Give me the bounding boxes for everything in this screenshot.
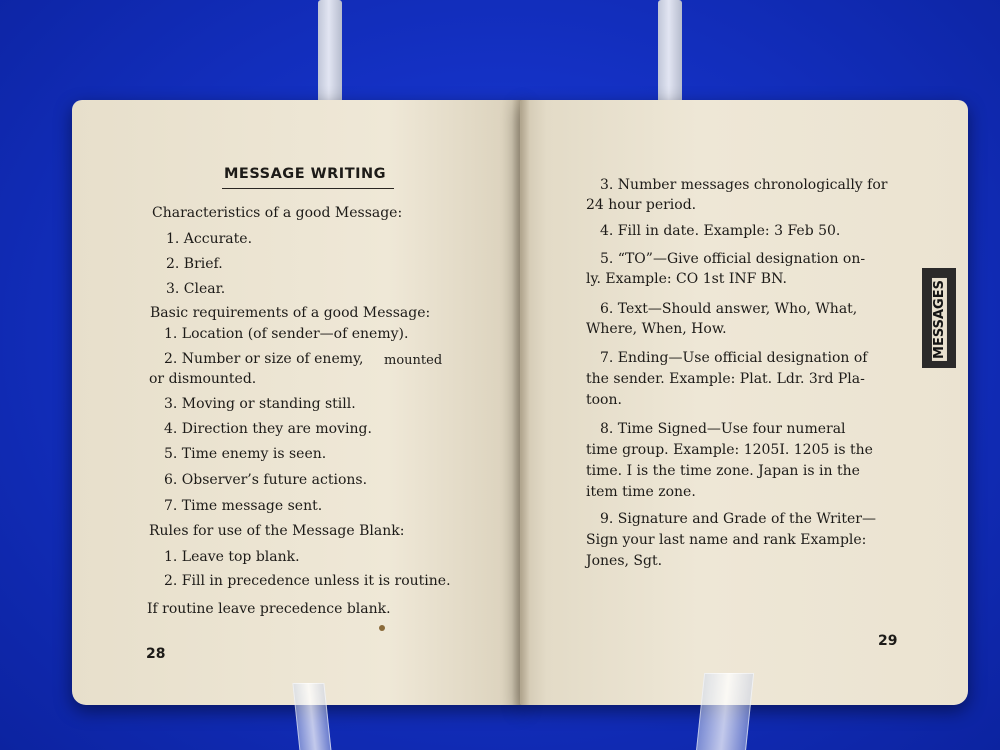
page-title: MESSAGE WRITING — [224, 166, 387, 182]
text-line: item time zone. — [586, 484, 696, 500]
page-number-left: 28 — [146, 646, 166, 662]
text-line: 7. Time message sent. — [164, 498, 323, 514]
text-line: 9. Signature and Grade of the Writer— — [600, 511, 876, 527]
stand-foot-right — [696, 673, 754, 750]
text-line: Jones, Sgt. — [586, 553, 663, 569]
section-tab-label — [927, 276, 951, 362]
text-line: time. I is the time zone. Japan is in the — [586, 463, 860, 479]
text-line: 8. Time Signed—Use four numeral — [600, 421, 846, 437]
text-line: 4. Fill in date. Example: 3 Feb 50. — [600, 223, 841, 239]
text-line: mounted — [384, 353, 443, 368]
open-booklet — [72, 100, 968, 705]
section-tab-text: MESSAGES — [931, 279, 947, 359]
text-line: 4. Direction they are moving. — [164, 421, 372, 437]
book-spine-gutter — [512, 100, 530, 705]
ink-stain — [379, 625, 385, 631]
text-line: 5. “TO”—Give official designation on- — [600, 251, 866, 267]
text-line: 7. Ending—Use official designation of — [600, 350, 868, 366]
text-line: Where, When, How. — [586, 321, 727, 337]
text-line: 2. Fill in precedence unless it is routine. — [164, 573, 451, 589]
text-line: 6. Observer’s future actions. — [164, 472, 368, 488]
text-line: 3. Number messages chronologically for — [600, 177, 888, 193]
text-line: 3. Moving or standing still. — [164, 396, 356, 412]
text-line: 2. Number or size of enemy, — [164, 351, 364, 367]
text-line: 1. Leave top blank. — [164, 549, 300, 565]
text-line: the sender. Example: Plat. Ldr. 3rd Pla- — [586, 371, 865, 387]
title-underline — [222, 188, 394, 189]
text-line: Sign your last name and rank Example: — [586, 532, 867, 548]
page-number-right: 29 — [878, 633, 898, 649]
text-line: 6. Text—Should answer, Who, What, — [600, 301, 858, 317]
text-line: 1. Location (of sender—of enemy). — [164, 326, 409, 342]
right-page — [520, 100, 968, 705]
text-line: 24 hour period. — [586, 197, 697, 213]
text-line: 1. Accurate. — [166, 231, 253, 247]
text-line: 2. Brief. — [166, 256, 223, 272]
text-line: or dismounted. — [149, 371, 257, 387]
text-line: Rules for use of the Message Blank: — [149, 523, 405, 539]
text-line: time group. Example: 1205I. 1205 is the — [586, 442, 873, 458]
text-line: 5. Time enemy is seen. — [164, 446, 327, 462]
text-line: 3. Clear. — [166, 281, 226, 297]
text-line: Characteristics of a good Message: — [152, 205, 403, 221]
left-page — [72, 100, 524, 705]
text-line: Basic requirements of a good Message: — [150, 305, 431, 321]
text-line: toon. — [586, 392, 622, 408]
text-line: ly. Example: CO 1st INF BN. — [586, 271, 787, 287]
text-line: If routine leave precedence blank. — [147, 601, 391, 617]
